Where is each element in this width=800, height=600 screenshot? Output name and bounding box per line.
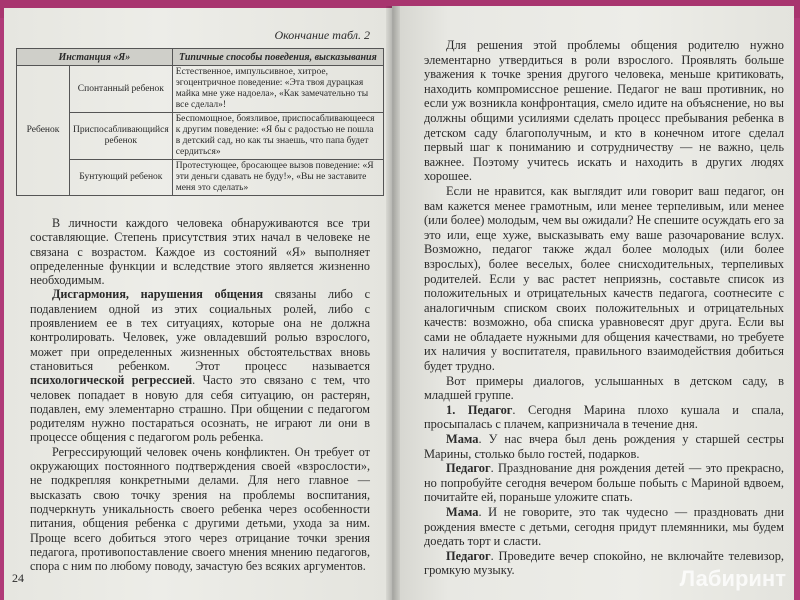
right-page	[392, 6, 794, 600]
page-number: 24	[12, 571, 24, 585]
speaker-label: Педагог	[446, 461, 491, 476]
table-header-instance: Инстанция «Я»	[17, 49, 173, 66]
paragraph	[30, 287, 370, 444]
dialogue-text: . Проведите вечер спокойно, не включайте телевизор, громкую музыку.	[424, 548, 784, 578]
table-group-cell: Ребенок	[17, 66, 70, 196]
table-row	[17, 160, 384, 196]
dialogue-text: . Сегодня Марина плохо кушала и спала, просыпалась с плачем, капризничала в течение дня.	[424, 402, 784, 432]
paragraph: Для решения этой проблемы общения родителю нужно элементарно утвердиться в роли взрослого. Проявлять больше уважения к точке зрения другого человека, меньше критиковать, находить компромиссное решение. Педагог не ваш противник, но если уж возникла конфронтация, смело идите на объяснение, но вы должны общими усилиями сделать процесс пребывания ребенка в детском саду благополучным, и кто в конечном итоге сделал первый шаг к пониманию и сотрудничеству — не важно, цель важнее. Поэтому учитесь искать и находить в других людях хорошее.	[424, 38, 784, 184]
table-row	[17, 113, 384, 160]
paragraph-text: . Часто это связано с тем, что человек попадает в новую для себя ситуацию, он растерян, подавлен, ему элементарно страшно. При общении с педагогом родителям нужно постараться осознать, не играют ли они в процессе общения с педагогом роль ребенка.	[30, 373, 370, 445]
paragraph: В личности каждого человека обнаруживаются все три составляющие. Степень присутствия этих начал в человеке не связана с возрастом. Каждое из состояний «Я» выполняет определенные функции и вследствие этого является жизненно необходимым.	[30, 216, 370, 288]
dialogue-line	[424, 505, 784, 549]
table-cell-desc: Естественное, импульсивное, хитрое, эгоцентричное поведение: «Эта твоя дурацкая майка мне уже надоела», «Как замечательно ты все сделал»!	[172, 66, 383, 113]
watermark-logo: Лабиринт	[679, 566, 786, 591]
dialogue-text: . И не говорите, это так чудесно — праздновать дни рождения вместе с детьми, сегодня придут племянники, мы будем доедать торт и сласти.	[424, 505, 784, 549]
table-cell-type: Приспосабливающийся ребенок	[70, 113, 173, 160]
table-cell-desc: Протестующее, бросающее вызов поведение: «Я эти деньги сдавать не буду!», «Вы не заставите меня это сделать»	[172, 160, 383, 196]
table-header-behavior: Типичные способы поведения, высказывания	[172, 49, 383, 66]
table-cell-type: Спонтанный ребенок	[70, 66, 173, 113]
table-row	[17, 66, 384, 113]
dialogue-text: . Празднование дня рождения детей — это прекрасно, но попробуйте сегодня вечером больше побыть с Мариной вдвоем, почитайте ей, пораньше уложите спать.	[424, 461, 784, 505]
paragraph: Если не нравится, как выглядит или говорит ваш педагог, он вам кажется менее грамотным, или менее терпеливым, или менее (или более) молодым, чем вы ожидали? Не спешите осуждать его за это или, еще хуже, высказывать ему ваше разочарование вслух. Возможно, педагог также ждал более молодых (или более взрослых), более веселых, более снисходительных, терпеливых родителей. Если у вас растет неприязнь, составьте список из положительных и отрицательных качеств педагога, соотнесите с аналогичным списком своих положительных и отрицательных качеств: возможно, оба списка уравновесят друг друга. Если вы сами не обладаете нужными для общения качествами, но требуете их наличия у воспитателя, правильного взаимодействия добиться будет трудно.	[424, 183, 784, 374]
paragraph-text: связаны либо с подавлением одной из этих социальных ролей, либо с проявлением ее в тех ситуациях, которые она не должна контролировать. Человек, уже овладевший ролью взрослого, может при определенных жизненных обстоятельствах вновь становиться ребенком. Этот процесс называется	[30, 287, 370, 373]
right-page-body	[424, 38, 784, 578]
speaker-label: Мама	[446, 432, 479, 447]
dialogue-line	[424, 461, 784, 505]
table-cell-desc: Беспомощное, боязливое, приспосабливающееся к другим поведение: «Я бы с радостью не пошла в детский сад, но как ты знаешь, что папа будет сердиться»	[172, 113, 383, 160]
dialogue-line	[424, 432, 784, 461]
bold-term: Дисгармония, нарушения общения	[52, 287, 264, 302]
speaker-label: Мама	[446, 505, 479, 519]
behavior-table	[16, 48, 384, 196]
dialogue-line	[424, 403, 784, 432]
table-continuation-header: Окончание табл. 2	[274, 28, 370, 42]
table-header-row	[17, 49, 384, 66]
dialogue-text: . У нас вчера был день рождения у старшей сестры Марины, столько было гостей, подарков.	[424, 432, 784, 461]
paragraph: Регрессирующий человек очень конфликтен. Он требует от окружающих постоянного подтверждения своей «взрослости», не подкрепляя конкретными делами. Для него главное — высказать свою точку зрения на проблемы воспитания, подчеркнуть уникальность своего ребенка через особенности питания, общения ребенка с другими детьми, ухода за ним. Проще всего добиться этого через отрицание точки зрения педагога, противопоставление своего мнения мнению педагогов, спора с ним по любому поводу, зачастую без всяких аргументов.	[30, 444, 370, 574]
paragraph: Вот примеры диалогов, услышанных в детском саду, в младшей группе.	[424, 373, 784, 403]
book-spine-shadow	[386, 6, 400, 600]
bold-term: психологической регрессией	[30, 373, 193, 388]
table-cell-type: Бунтующий ребенок	[70, 160, 173, 196]
left-page	[4, 8, 392, 600]
speaker-label: Педагог	[446, 548, 491, 563]
speaker-label: 1. Педагог	[446, 402, 513, 417]
left-page-body	[30, 216, 370, 573]
